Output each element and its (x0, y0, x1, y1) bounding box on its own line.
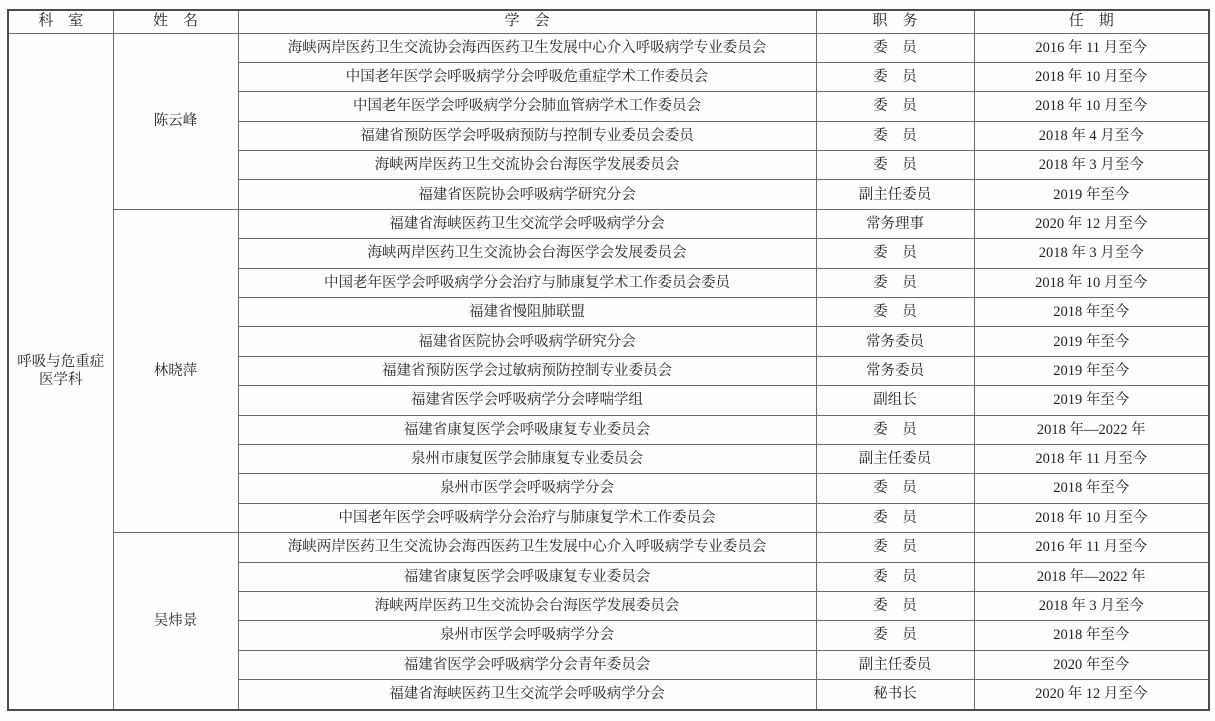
member-name-cell: 林晓萍 (113, 209, 238, 532)
society-cell: 海峡两岸医药卫生交流协会海西医药卫生发展中心介入呼吸病学专业委员会 (238, 533, 816, 562)
society-cell: 福建省预防医学会过敏病预防控制专业委员会 (238, 356, 816, 385)
position-cell: 委 员 (816, 298, 974, 327)
society-cell: 中国老年医学会呼吸病学分会治疗与肺康复学术工作委员会 (238, 503, 816, 532)
term-cell: 2019 年至今 (974, 356, 1209, 385)
term-cell: 2020 年 12 月至今 (974, 209, 1209, 238)
member-name-cell: 吴炜景 (113, 533, 238, 710)
society-cell: 福建省医学会呼吸病学分会青年委员会 (238, 650, 816, 679)
term-cell: 2018 年 10 月至今 (974, 62, 1209, 91)
position-cell: 常务委员 (816, 327, 974, 356)
position-cell: 委 员 (816, 121, 974, 150)
term-cell: 2016 年 11 月至今 (974, 33, 1209, 62)
society-cell: 福建省海峡医药卫生交流学会呼吸病学分会 (238, 680, 816, 710)
society-cell: 中国老年医学会呼吸病学分会肺血管病学术工作委员会 (238, 92, 816, 121)
header-department: 科 室 (8, 10, 113, 33)
term-cell: 2018 年 11 月至今 (974, 444, 1209, 473)
position-cell: 委 员 (816, 62, 974, 91)
term-cell: 2018 年至今 (974, 298, 1209, 327)
table-header-row (8, 10, 1209, 33)
header-society: 学 会 (238, 10, 816, 33)
term-cell: 2018 年—2022 年 (974, 415, 1209, 444)
society-cell: 中国老年医学会呼吸病学分会治疗与肺康复学术工作委员会委员 (238, 268, 816, 297)
society-cell: 福建省康复医学会呼吸康复专业委员会 (238, 562, 816, 591)
term-cell: 2019 年至今 (974, 180, 1209, 209)
term-cell: 2020 年 12 月至今 (974, 680, 1209, 710)
position-cell: 委 员 (816, 415, 974, 444)
position-cell: 委 员 (816, 151, 974, 180)
term-cell: 2018 年 10 月至今 (974, 268, 1209, 297)
society-cell: 海峡两岸医药卫生交流协会台海医学发展委员会 (238, 591, 816, 620)
society-cell: 福建省预防医学会呼吸病预防与控制专业委员会委员 (238, 121, 816, 150)
position-cell: 委 员 (816, 562, 974, 591)
term-cell: 2018 年 10 月至今 (974, 92, 1209, 121)
position-cell: 副组长 (816, 386, 974, 415)
society-cell: 福建省慢阻肺联盟 (238, 298, 816, 327)
position-cell: 委 员 (816, 474, 974, 503)
position-cell: 委 员 (816, 503, 974, 532)
society-cell: 海峡两岸医药卫生交流协会海西医药卫生发展中心介入呼吸病学专业委员会 (238, 33, 816, 62)
header-term: 任 期 (974, 10, 1209, 33)
position-cell: 委 员 (816, 268, 974, 297)
society-cell: 泉州市医学会呼吸病学分会 (238, 474, 816, 503)
position-cell: 委 员 (816, 533, 974, 562)
term-cell: 2018 年 3 月至今 (974, 151, 1209, 180)
position-cell: 副主任委员 (816, 650, 974, 679)
term-cell: 2018 年—2022 年 (974, 562, 1209, 591)
society-cell: 海峡两岸医药卫生交流协会台海医学发展委员会 (238, 151, 816, 180)
member-name-cell: 陈云峰 (113, 33, 238, 209)
society-cell: 泉州市康复医学会肺康复专业委员会 (238, 444, 816, 473)
position-cell: 委 员 (816, 239, 974, 268)
department-cell: 呼吸与危重症医学科 (8, 33, 113, 710)
position-cell: 委 员 (816, 621, 974, 650)
position-cell: 秘书长 (816, 680, 974, 710)
society-cell: 福建省医院协会呼吸病学研究分会 (238, 327, 816, 356)
header-position: 职 务 (816, 10, 974, 33)
position-cell: 委 员 (816, 591, 974, 620)
term-cell: 2018 年至今 (974, 474, 1209, 503)
position-cell: 委 员 (816, 92, 974, 121)
term-cell: 2019 年至今 (974, 327, 1209, 356)
society-cell: 福建省医学会呼吸病学分会哮喘学组 (238, 386, 816, 415)
society-membership-table (7, 9, 1210, 711)
term-cell: 2019 年至今 (974, 386, 1209, 415)
society-cell: 福建省海峡医药卫生交流学会呼吸病学分会 (238, 209, 816, 238)
position-cell: 常务理事 (816, 209, 974, 238)
society-cell: 福建省康复医学会呼吸康复专业委员会 (238, 415, 816, 444)
table-row (8, 209, 1209, 238)
position-cell: 常务委员 (816, 356, 974, 385)
society-cell: 福建省医院协会呼吸病学研究分会 (238, 180, 816, 209)
term-cell: 2018 年 3 月至今 (974, 239, 1209, 268)
term-cell: 2018 年 3 月至今 (974, 591, 1209, 620)
position-cell: 副主任委员 (816, 444, 974, 473)
society-cell: 海峡两岸医药卫生交流协会台海医学会发展委员会 (238, 239, 816, 268)
header-name: 姓 名 (113, 10, 238, 33)
society-cell: 泉州市医学会呼吸病学分会 (238, 621, 816, 650)
position-cell: 委 员 (816, 33, 974, 62)
term-cell: 2018 年至今 (974, 621, 1209, 650)
term-cell: 2018 年 4 月至今 (974, 121, 1209, 150)
table-row (8, 533, 1209, 562)
term-cell: 2016 年 11 月至今 (974, 533, 1209, 562)
term-cell: 2020 年至今 (974, 650, 1209, 679)
society-table-body (8, 33, 1209, 710)
position-cell: 副主任委员 (816, 180, 974, 209)
table-row (8, 33, 1209, 62)
term-cell: 2018 年 10 月至今 (974, 503, 1209, 532)
society-cell: 中国老年医学会呼吸病学分会呼吸危重症学术工作委员会 (238, 62, 816, 91)
